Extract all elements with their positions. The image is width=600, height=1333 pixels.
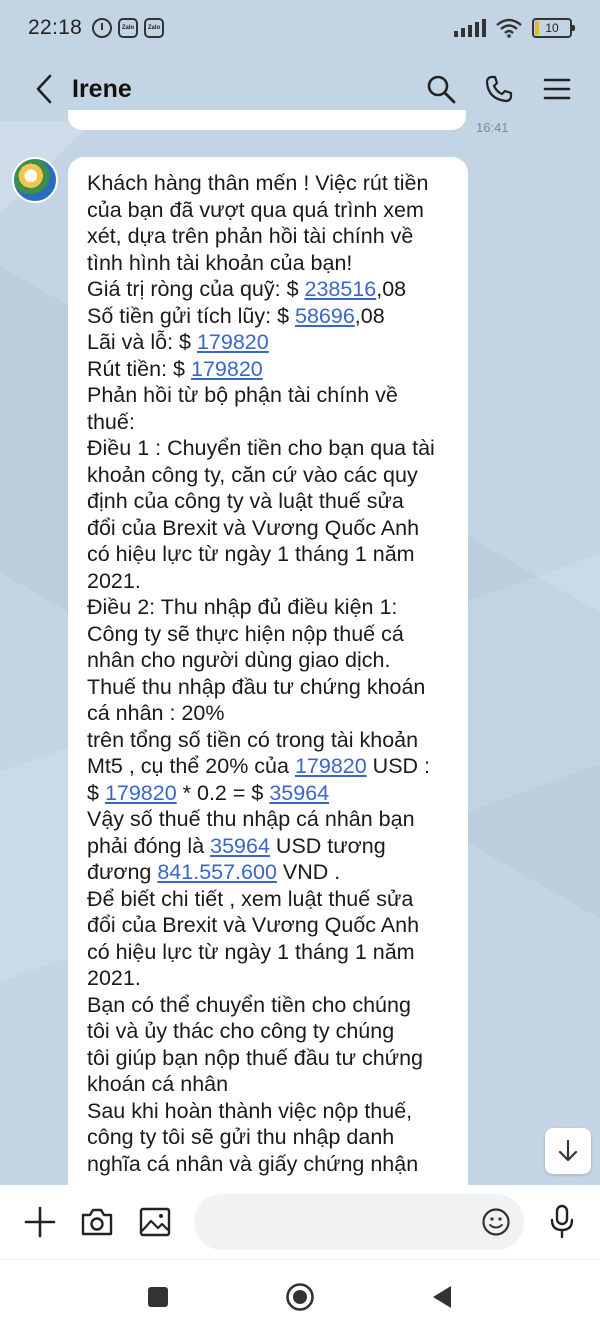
message-text-segment: USD tương (269, 833, 386, 858)
message-text-segment: đương (87, 860, 158, 884)
message-text-segment: VND . (276, 860, 341, 884)
message-text-segment: Điều 1 : Chuyển tiền cho bạn qua tài (87, 436, 435, 460)
menu-button[interactable] (538, 70, 576, 108)
message-line (87, 462, 468, 489)
contact-name[interactable]: Irene (72, 74, 132, 103)
message-text-segment: Vậy số thuế thu nhập cá nhân bạn (87, 807, 415, 831)
message-line (87, 859, 468, 886)
status-bar (0, 0, 600, 56)
number-link[interactable]: 58696 (295, 303, 355, 328)
call-button[interactable] (480, 70, 518, 108)
message-line (87, 674, 468, 701)
message-text-segment: nghĩa cá nhân và giấy chứng nhận (87, 1151, 419, 1176)
signal-icon (454, 19, 486, 37)
message-line (87, 886, 468, 913)
message-line (87, 833, 468, 860)
message-line (87, 250, 468, 277)
zalo-icon: Zalo (144, 18, 164, 38)
message-text-segment: đổi của Brexit và Vương Quốc Anh (87, 515, 420, 540)
message-line (87, 356, 468, 383)
number-link[interactable]: 179820 (104, 780, 177, 805)
message-text-segment: xét, dựa trên phản hồi tài chính về (87, 224, 414, 248)
previous-message-bubble[interactable] (68, 110, 466, 130)
camera-button[interactable] (75, 1200, 118, 1244)
message-text-segment: công ty tôi sẽ gửi thu nhập danh (87, 1125, 395, 1149)
number-link[interactable]: 841.557.600 (157, 860, 277, 884)
message-text-segment: định của công ty và luật thuế sửa (87, 489, 404, 513)
message-time: 16:41 (476, 120, 509, 135)
message-text-segment: nhân cho người dùng giao dịch. (87, 648, 391, 672)
message-line (87, 170, 468, 197)
message-text-segment: Công ty sẽ thực hiện nộp thuế cá (87, 621, 404, 646)
message-text-segment: khoản công ty, căn cứ vào các quy (87, 462, 418, 487)
wifi-icon (496, 18, 522, 38)
message-text-segment: phải đóng là (87, 833, 211, 858)
message-line (87, 1018, 468, 1045)
message-input-wrapper (194, 1194, 524, 1250)
message-line (87, 912, 468, 939)
message-text-segment: ,08 (354, 303, 385, 328)
message-text-segment: 2021. (87, 966, 141, 990)
back-button[interactable] (24, 69, 64, 109)
message-text-segment: Khách hàng thân mến ! Việc rút tiền (87, 171, 429, 195)
mic-icon (549, 1204, 575, 1240)
message-composer (0, 1185, 600, 1259)
message-bubble[interactable] (68, 157, 468, 1257)
avatar[interactable] (12, 157, 58, 203)
message-text-segment: Điều 2: Thu nhập đủ điều kiện 1: (87, 595, 398, 619)
message-line (87, 647, 468, 674)
message-text-segment: tôi giúp bạn nộp thuế đầu tư chứng (87, 1045, 424, 1070)
message-line (87, 1045, 468, 1072)
message-line (87, 806, 468, 833)
number-link[interactable]: 179820 (294, 754, 367, 778)
scroll-to-bottom-button[interactable] (545, 1128, 591, 1174)
message-line (87, 753, 468, 780)
message-text-segment: USD : (366, 754, 431, 778)
arrow-down-icon (556, 1139, 580, 1163)
message-line (87, 621, 468, 648)
message-text-segment: Rút tiền: $ (87, 356, 191, 381)
number-link[interactable]: 35964 (269, 780, 330, 805)
message-text-segment: thuế: (87, 409, 135, 434)
message-line (87, 197, 468, 224)
message-text-segment: của bạn đã vượt qua quá trình xem (87, 197, 424, 222)
message-text (87, 170, 468, 1177)
message-line (87, 435, 468, 462)
number-link[interactable]: 238516 (304, 277, 377, 301)
emoji-icon (481, 1207, 511, 1237)
message-line (87, 329, 468, 356)
message-line (87, 1151, 468, 1178)
message-line (87, 700, 468, 727)
message-line (87, 276, 468, 303)
number-link[interactable]: 179820 (196, 330, 269, 354)
add-button[interactable] (18, 1200, 61, 1244)
message-line (87, 223, 468, 250)
message-line (87, 992, 468, 1019)
message-text-segment: có hiệu lực từ ngày 1 tháng 1 năm (87, 542, 415, 566)
home-button[interactable] (285, 1282, 315, 1312)
message-text-segment: cá nhân : 20% (87, 701, 225, 725)
message-line (87, 1071, 468, 1098)
search-icon (426, 74, 456, 104)
message-text-segment: trên tổng số tiền có trong tài khoản (87, 727, 419, 752)
menu-icon (543, 77, 571, 101)
voice-button[interactable] (542, 1200, 582, 1244)
message-line (87, 939, 468, 966)
message-line (87, 568, 468, 595)
gallery-button[interactable] (133, 1200, 176, 1244)
status-time: 22:18 (28, 16, 83, 39)
message-text-segment: Số tiền gửi tích lũy: $ (87, 303, 295, 328)
message-text-segment: Giá trị ròng của quỹ: $ (87, 277, 305, 301)
message-text-segment: Để biết chi tiết , xem luật thuế sửa (87, 886, 414, 911)
message-text-segment: 2021. (87, 568, 141, 593)
battery-level: 10 (545, 21, 559, 35)
message-text-segment: đổi của Brexit và Vương Quốc Anh (87, 913, 420, 937)
message-line (87, 303, 468, 330)
number-link[interactable]: 179820 (190, 356, 263, 381)
alarm-icon (92, 18, 112, 38)
recent-apps-button[interactable] (143, 1282, 173, 1312)
message-line (87, 1124, 468, 1151)
message-text-segment: * 0.2 = $ (176, 780, 270, 805)
image-icon (139, 1207, 171, 1237)
recent-apps-icon (146, 1285, 170, 1309)
message-line (87, 727, 468, 754)
message-line (87, 409, 468, 436)
message-text-segment: ,08 (376, 277, 407, 301)
search-button[interactable] (422, 70, 460, 108)
back-triangle-icon (431, 1284, 453, 1310)
message-text-segment: tình hình tài khoản của bạn! (87, 250, 353, 275)
message-text-segment: có hiệu lực từ ngày 1 tháng 1 năm (87, 939, 415, 964)
system-nav-bar (0, 1259, 600, 1333)
number-link[interactable]: 35964 (210, 833, 270, 858)
zalo-icon: Zalo (118, 18, 138, 38)
battery-icon (532, 18, 572, 38)
plus-icon (24, 1206, 56, 1238)
message-text-segment: Mt5 , cụ thể 20% của (87, 754, 295, 778)
camera-icon (80, 1207, 114, 1237)
message-text-segment: khoán cá nhân (87, 1072, 229, 1096)
home-icon (285, 1282, 315, 1312)
message-text-segment: Bạn có thể chuyển tiền cho chúng (87, 992, 411, 1017)
message-text-segment: Phản hồi từ bộ phận tài chính về (87, 383, 398, 407)
message-line (87, 541, 468, 568)
message-text-segment: Thuế thu nhập đầu tư chứng khoán (87, 674, 426, 699)
message-text-segment: $ (87, 780, 105, 805)
message-line (87, 965, 468, 992)
message-text-segment: Sau khi hoàn thành việc nộp thuế, (87, 1098, 413, 1123)
back-nav-button[interactable] (427, 1282, 457, 1312)
message-line (87, 515, 468, 542)
message-line (87, 382, 468, 409)
emoji-button[interactable] (479, 1205, 512, 1239)
chevron-left-icon (34, 74, 54, 104)
message-input[interactable] (214, 1211, 479, 1234)
message-line (87, 1098, 468, 1125)
message-text-segment: tôi và ủy thác cho công ty chúng (87, 1019, 395, 1043)
message-line (87, 594, 468, 621)
message-line (87, 780, 468, 807)
message-line (87, 488, 468, 515)
phone-icon (484, 74, 514, 104)
message-text-segment: Lãi và lỗ: $ (87, 330, 197, 354)
